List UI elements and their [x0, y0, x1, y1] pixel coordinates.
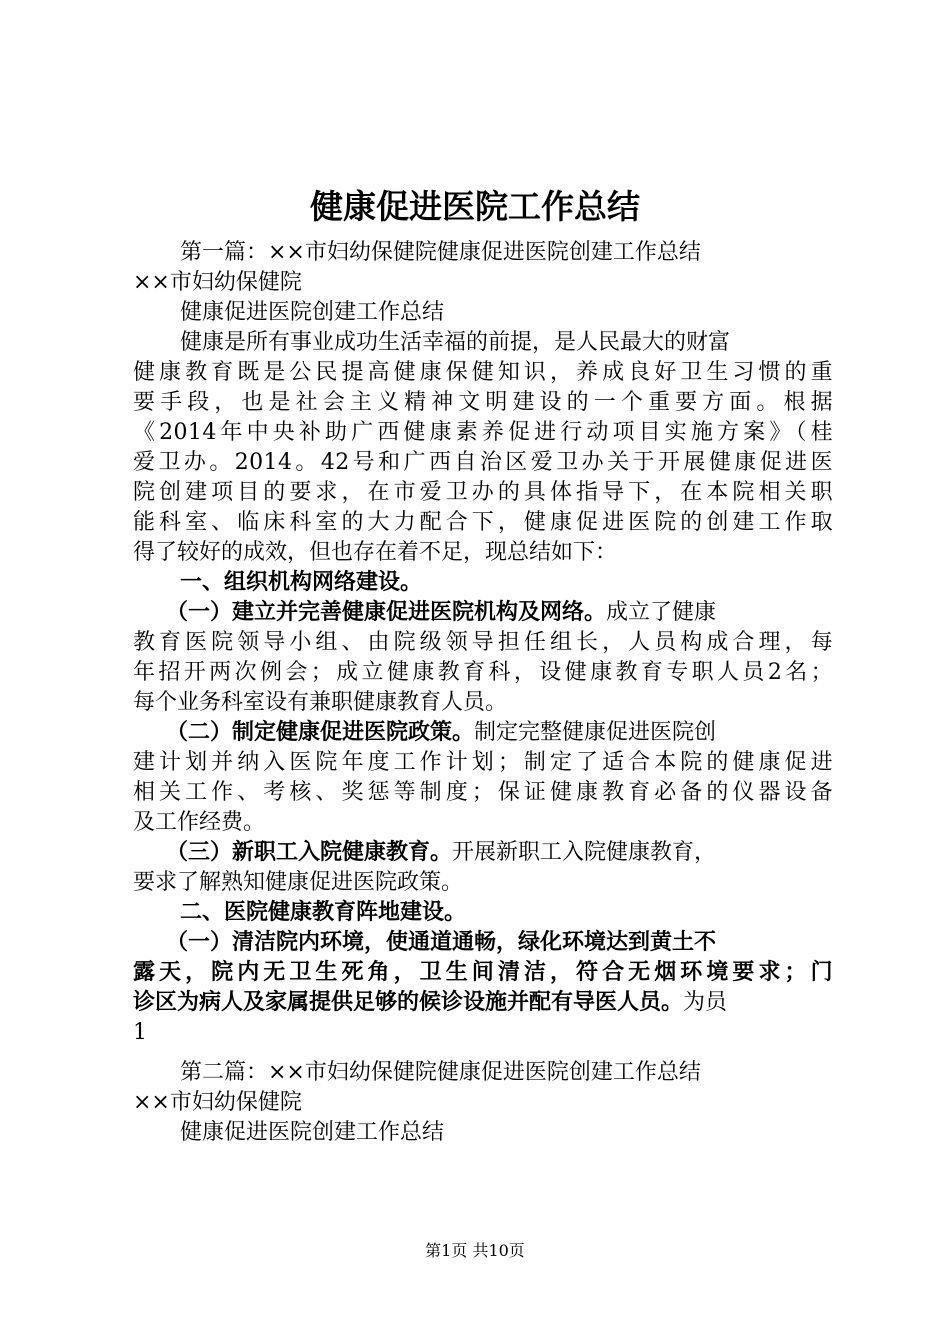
- subsection-line: [166, 718, 866, 748]
- paragraph-line: （一）清洁院内环境，使通道通畅，绿化环境达到黄土不: [166, 930, 717, 955]
- subsection-line: [166, 838, 866, 868]
- paragraph-line: 健康是所有事业成功生活幸福的前提，是人民最大的财富: [180, 330, 731, 355]
- subsection-text: 成立了健康: [606, 600, 717, 625]
- paragraph-line: 健康教育既是公民提高健康保健知识，养成良好卫生习惯的重: [133, 360, 833, 385]
- paragraph-line: 要手段，也是社会主义精神文明建设的一个重要方面。根据: [133, 390, 833, 415]
- document-title: 健康促进医院工作总结: [310, 187, 640, 226]
- section-heading-2: 二、医院健康教育阵地建设。: [180, 900, 467, 925]
- institution-name: ××市妇幼保健院: [133, 1090, 302, 1115]
- subsection-heading: （三）新职工入院健康教育。: [166, 840, 453, 865]
- paragraph-line: 能科室、临床科室的大力配合下，健康促进医院的创建工作取: [133, 510, 833, 535]
- report-subtitle: 健康促进医院创建工作总结: [180, 1120, 445, 1145]
- report-subtitle: 健康促进医院创建工作总结: [180, 300, 445, 325]
- institution-name: ××市妇幼保健院: [133, 270, 302, 295]
- bold-text: 诊区为病人及家属提供足够的候诊设施并配有导医人员。: [133, 990, 684, 1015]
- section-heading-1: 一、组织机构网络建设。: [180, 570, 423, 595]
- paragraph-line: 建计划并纳入医院年度工作计划；制定了适合本院的健康促进: [133, 750, 833, 775]
- paragraph-line: 年招开两次例会；成立健康教育科，设健康教育专职人员2名；: [133, 660, 833, 685]
- part-two-heading: 第二篇：××市妇幼保健院健康促进医院创建工作总结: [180, 1060, 701, 1085]
- page-number-inline: 1: [133, 1020, 147, 1045]
- paragraph-line: 露天，院内无卫生死角，卫生间清洁，符合无烟环境要求；门: [133, 960, 833, 985]
- paragraph-line: 相关工作、考核、奖惩等制度；保证健康教育必备的仪器设备: [133, 780, 833, 805]
- subsection-heading: （一）建立并完善健康促进医院机构及网络。: [166, 600, 607, 625]
- paragraph-line: 院创建项目的要求，在市爱卫办的具体指导下，在本院相关职: [133, 480, 833, 505]
- page-footer: 第1页 共10页: [425, 1241, 525, 1260]
- subsection-heading: （二）制定健康促进医院政策。: [166, 720, 475, 745]
- paragraph-line: 教育医院领导小组、由院级领导担任组长，人员构成合理，每: [133, 630, 833, 655]
- subsection-line: [166, 598, 866, 628]
- part-one-heading: 第一篇：××市妇幼保健院健康促进医院创建工作总结: [180, 240, 701, 265]
- trailing-text: 为员: [683, 990, 728, 1015]
- paragraph-line: 爱卫办。2014。42号和广西自治区爱卫办关于开展健康促进医: [133, 450, 833, 475]
- paragraph-line: 要求了解熟知健康促进医院政策。: [133, 870, 464, 895]
- subsection-text: 开展新职工入院健康教育，: [452, 840, 717, 865]
- paragraph-line: [133, 988, 833, 1018]
- paragraph-line: 每个业务科室设有兼职健康教育人员。: [133, 690, 508, 715]
- paragraph-line: 《2014年中央补助广西健康素养促进行动项目实施方案》（桂: [133, 420, 833, 445]
- subsection-text: 制定完整健康促进医院创: [474, 720, 717, 745]
- paragraph-line: 得了较好的成效，但也存在着不足，现总结如下：: [133, 540, 618, 565]
- paragraph-line: 及工作经费。: [133, 810, 266, 835]
